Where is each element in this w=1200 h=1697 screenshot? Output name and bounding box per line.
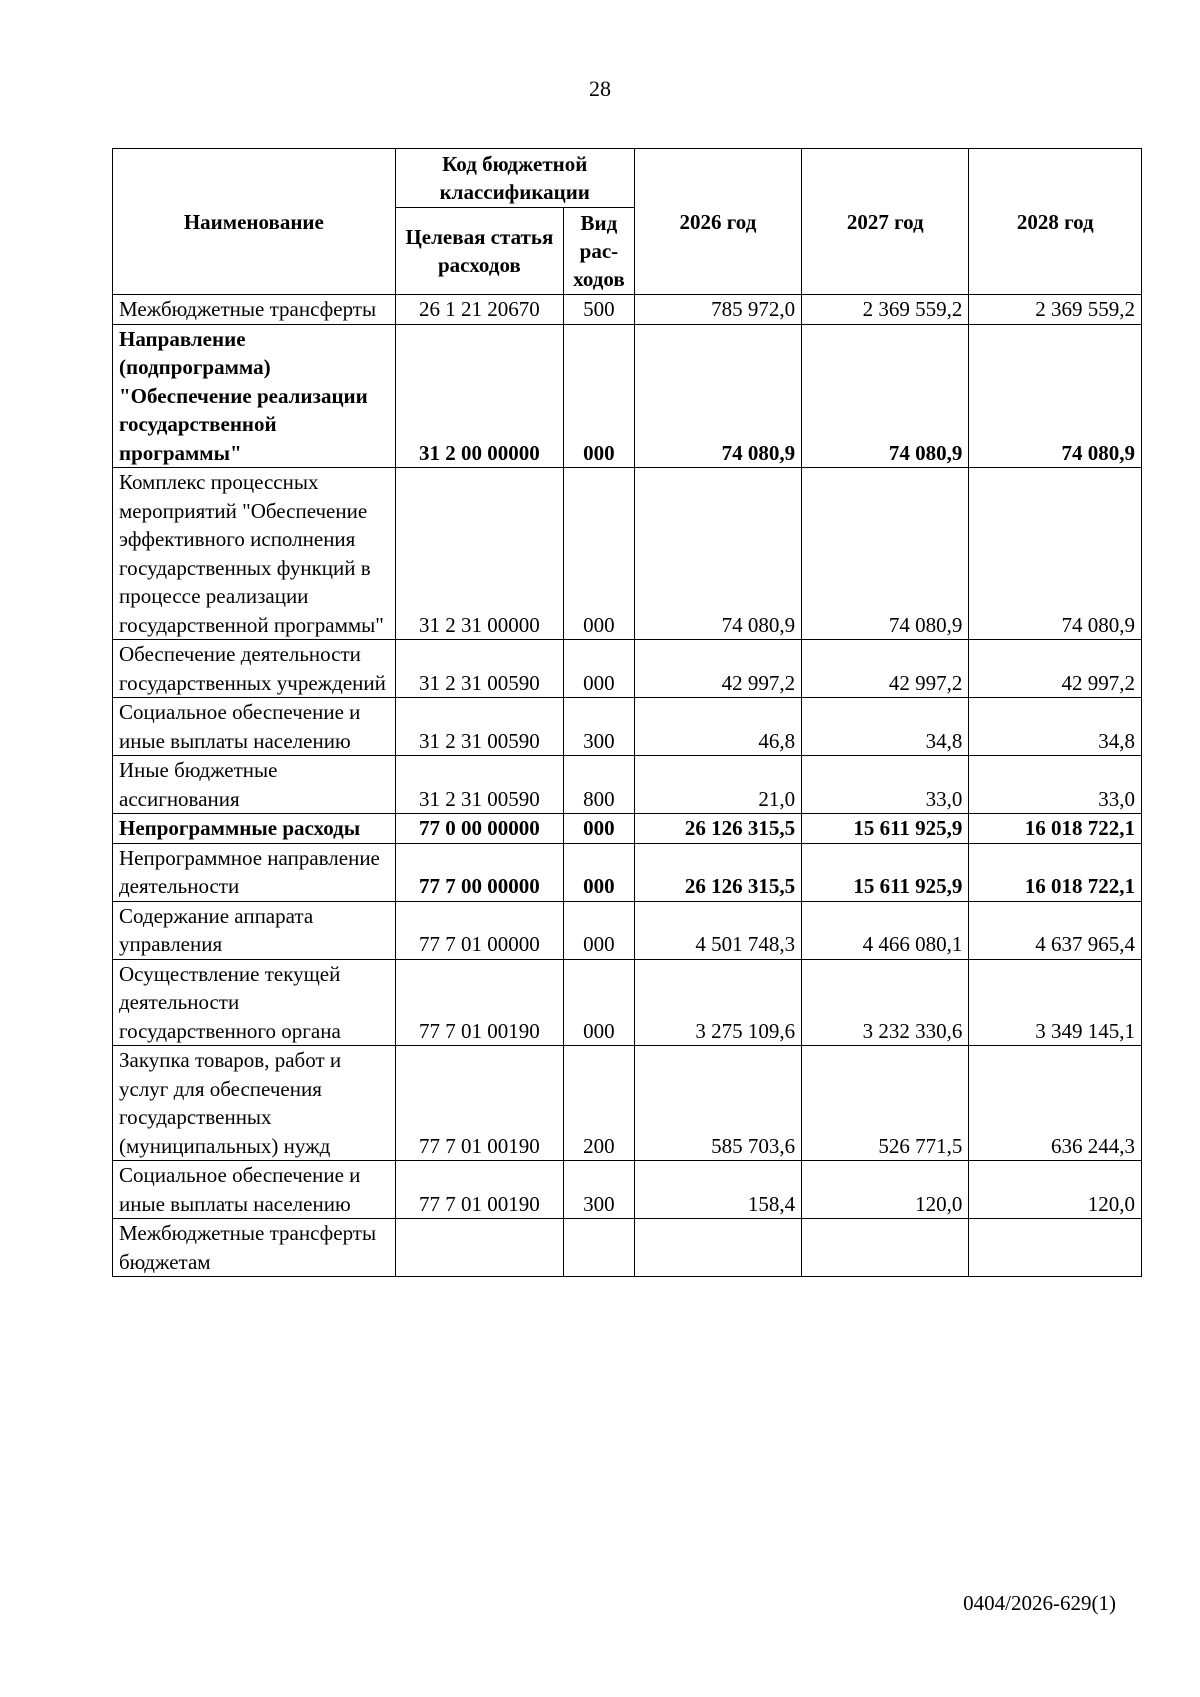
row-target-code: 26 1 21 20670	[395, 295, 563, 325]
row-value-2026: 46,8	[634, 698, 801, 756]
row-value-2026: 26 126 315,5	[634, 843, 801, 901]
row-value-2028: 42 997,2	[969, 640, 1142, 698]
header-row	[113, 149, 1142, 208]
row-expense-kind	[564, 1219, 635, 1277]
table-row	[113, 814, 1142, 844]
row-value-2026: 26 126 315,5	[634, 814, 801, 844]
row-target-code: 77 7 01 00190	[395, 1161, 563, 1219]
row-value-2027: 74 080,9	[802, 468, 969, 640]
row-value-2028: 4 637 965,4	[969, 901, 1142, 959]
row-value-2028: 16 018 722,1	[969, 843, 1142, 901]
row-target-code: 31 2 31 00590	[395, 756, 563, 814]
table-row	[113, 959, 1142, 1046]
row-value-2026: 42 997,2	[634, 640, 801, 698]
row-value-2027: 34,8	[802, 698, 969, 756]
header-2028: 2028 год	[969, 149, 1142, 295]
table-row	[113, 843, 1142, 901]
row-expense-kind: 000	[564, 959, 635, 1046]
table-row	[113, 640, 1142, 698]
row-expense-kind: 500	[564, 295, 635, 325]
row-value-2027: 74 080,9	[802, 324, 969, 468]
row-value-2027: 2 369 559,2	[802, 295, 969, 325]
row-target-code	[395, 1219, 563, 1277]
row-target-code: 77 7 01 00190	[395, 959, 563, 1046]
header-kind: Вид рас-ходов	[564, 208, 635, 295]
row-value-2028: 74 080,9	[969, 468, 1142, 640]
row-value-2026: 4 501 748,3	[634, 901, 801, 959]
table-body	[113, 295, 1142, 1277]
row-value-2027: 15 611 925,9	[802, 843, 969, 901]
row-value-2028: 120,0	[969, 1161, 1142, 1219]
table-row	[113, 1046, 1142, 1161]
header-2026: 2026 год	[634, 149, 801, 295]
row-value-2028: 2 369 559,2	[969, 295, 1142, 325]
row-name: Содержание аппарата управления	[113, 901, 396, 959]
row-expense-kind: 200	[564, 1046, 635, 1161]
row-value-2028: 636 244,3	[969, 1046, 1142, 1161]
row-name: Закупка товаров, работ и услуг для обеспечения государственных (муниципальных) нужд	[113, 1046, 396, 1161]
header-2027: 2027 год	[802, 149, 969, 295]
row-value-2028: 74 080,9	[969, 324, 1142, 468]
row-expense-kind: 000	[564, 324, 635, 468]
row-expense-kind: 300	[564, 1161, 635, 1219]
row-name: Направление (подпрограмма) "Обеспечение реализации государственной программы"	[113, 324, 396, 468]
row-target-code: 31 2 31 00590	[395, 640, 563, 698]
row-value-2027: 33,0	[802, 756, 969, 814]
table-row	[113, 1161, 1142, 1219]
table-row	[113, 324, 1142, 468]
header-code-group: Код бюджетной классификации	[395, 149, 634, 208]
row-value-2026: 74 080,9	[634, 324, 801, 468]
table-row	[113, 468, 1142, 640]
row-name: Обеспечение деятельности государственных учреждений	[113, 640, 396, 698]
row-value-2028	[969, 1219, 1142, 1277]
row-value-2027: 3 232 330,6	[802, 959, 969, 1046]
row-name: Социальное обеспечение и иные выплаты населению	[113, 698, 396, 756]
row-value-2026: 785 972,0	[634, 295, 801, 325]
row-value-2026: 74 080,9	[634, 468, 801, 640]
table-row	[113, 901, 1142, 959]
row-target-code: 31 2 31 00000	[395, 468, 563, 640]
row-value-2028: 16 018 722,1	[969, 814, 1142, 844]
row-value-2028: 33,0	[969, 756, 1142, 814]
row-value-2026: 3 275 109,6	[634, 959, 801, 1046]
row-value-2027	[802, 1219, 969, 1277]
row-name: Социальное обеспечение и иные выплаты населению	[113, 1161, 396, 1219]
row-value-2027: 526 771,5	[802, 1046, 969, 1161]
row-target-code: 77 7 00 00000	[395, 843, 563, 901]
row-expense-kind: 000	[564, 640, 635, 698]
row-expense-kind: 000	[564, 468, 635, 640]
row-expense-kind: 000	[564, 843, 635, 901]
row-expense-kind: 800	[564, 756, 635, 814]
header-name: Наименование	[113, 149, 396, 295]
table-row	[113, 756, 1142, 814]
row-value-2028: 34,8	[969, 698, 1142, 756]
row-name: Иные бюджетные ассигнования	[113, 756, 396, 814]
row-name: Межбюджетные трансферты бюджетам	[113, 1219, 396, 1277]
row-value-2027: 4 466 080,1	[802, 901, 969, 959]
row-target-code: 77 7 01 00190	[395, 1046, 563, 1161]
row-expense-kind: 000	[564, 814, 635, 844]
row-value-2028: 3 349 145,1	[969, 959, 1142, 1046]
table-row	[113, 698, 1142, 756]
row-expense-kind: 300	[564, 698, 635, 756]
row-expense-kind: 000	[564, 901, 635, 959]
table-row	[113, 1219, 1142, 1277]
row-value-2027: 120,0	[802, 1161, 969, 1219]
row-value-2027: 42 997,2	[802, 640, 969, 698]
row-value-2027: 15 611 925,9	[802, 814, 969, 844]
row-name: Комплекс процессных мероприятий "Обеспечение эффективного исполнения государственных функций в процессе реализации государственной программы"	[113, 468, 396, 640]
row-target-code: 77 7 01 00000	[395, 901, 563, 959]
row-target-code: 31 2 31 00590	[395, 698, 563, 756]
budget-table	[112, 148, 1142, 1277]
row-name: Осуществление текущей деятельности государственного органа	[113, 959, 396, 1046]
row-value-2026: 585 703,6	[634, 1046, 801, 1161]
row-name: Межбюджетные трансферты	[113, 295, 396, 325]
row-value-2026	[634, 1219, 801, 1277]
row-value-2026: 158,4	[634, 1161, 801, 1219]
row-target-code: 31 2 00 00000	[395, 324, 563, 468]
row-value-2026: 21,0	[634, 756, 801, 814]
row-target-code: 77 0 00 00000	[395, 814, 563, 844]
page-number: 28	[589, 76, 611, 101]
table-row	[113, 295, 1142, 325]
row-name: Непрограммные расходы	[113, 814, 396, 844]
header-target: Целевая статья расходов	[395, 208, 563, 295]
document-id: 0404/2026-629(1)	[963, 1591, 1116, 1615]
row-name: Непрограммное направление деятельности	[113, 843, 396, 901]
